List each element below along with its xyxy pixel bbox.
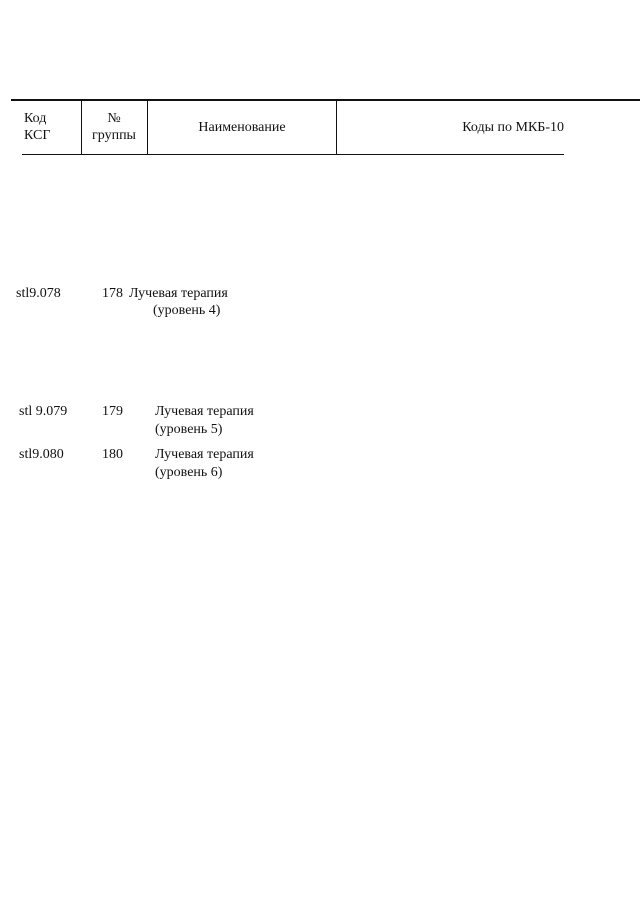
- row-3-code: stl9.080: [19, 447, 64, 462]
- header-group-number: [89, 110, 139, 144]
- header-ksg-code-line2: КСГ: [24, 128, 51, 143]
- row-2-name-line1: Лучевая терапия: [155, 404, 254, 419]
- row-2-code: stl 9.079: [19, 404, 68, 419]
- header-ksg-code-line1: Код: [24, 111, 47, 126]
- row-1-name-line1: Лучевая терапия: [129, 286, 228, 301]
- header-group-number-line2: группы: [92, 128, 136, 143]
- header-group-number-line1: №: [107, 111, 121, 126]
- table-top-rule: [11, 99, 640, 101]
- row-3-name-line1: Лучевая терапия: [155, 447, 254, 462]
- column-divider-1: [81, 100, 82, 155]
- column-divider-3: [336, 100, 337, 155]
- row-1-group: 178: [102, 286, 123, 301]
- header-name: Наименование: [198, 120, 286, 135]
- header-ksg-code: [24, 110, 50, 144]
- row-1-name-line2: (уровень 4): [153, 303, 221, 318]
- header-mkb-codes: Коды по МКБ-10: [462, 120, 564, 135]
- row-1-code: stl9.078: [16, 286, 61, 301]
- table-header-bottom-rule: [22, 154, 564, 155]
- row-2-group: 179: [102, 404, 123, 419]
- row-3-name-line2: (уровень 6): [155, 465, 223, 480]
- row-3-group: 180: [102, 447, 123, 462]
- row-2-name-line2: (уровень 5): [155, 422, 223, 437]
